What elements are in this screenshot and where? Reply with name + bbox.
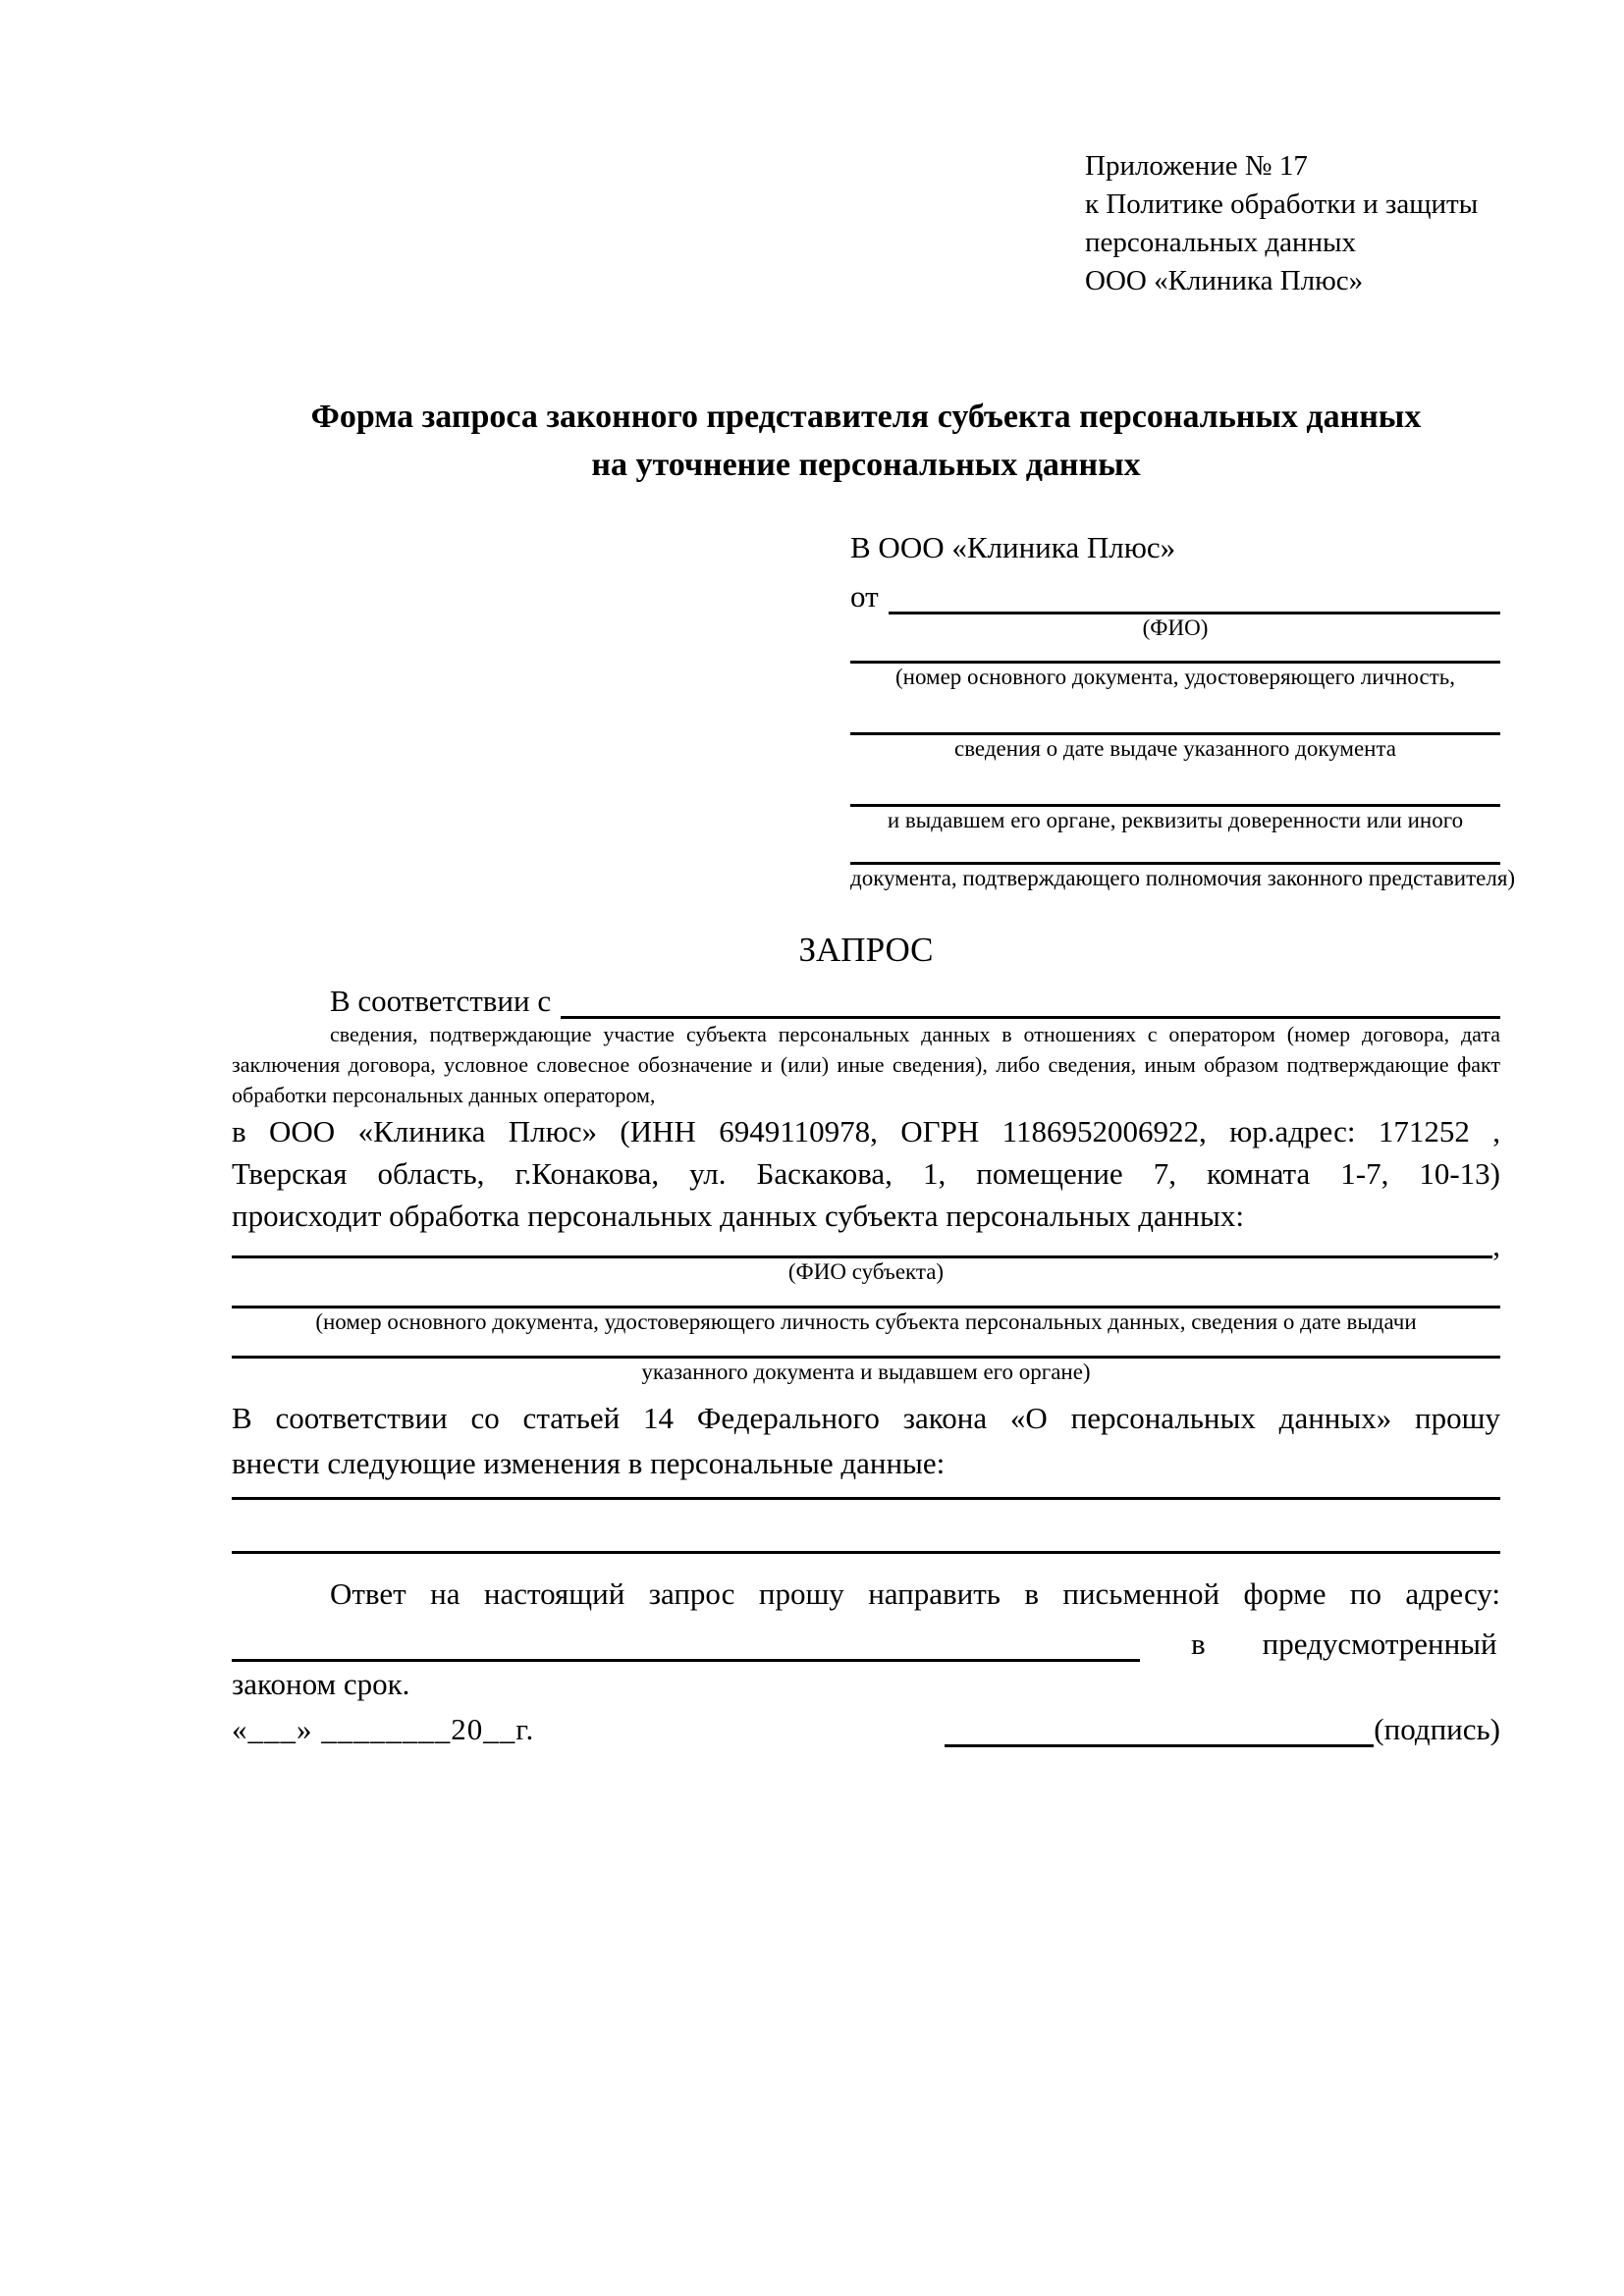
appendix-line: ООО «Клиника Плюс» xyxy=(1085,265,1364,296)
addressee-block xyxy=(850,526,1516,892)
request-body xyxy=(232,929,1500,1386)
addressee-to: В ООО «Клиника Плюс» xyxy=(850,530,1176,564)
answer-word: предусмотренный xyxy=(1262,1627,1497,1661)
blank-line xyxy=(232,1497,1500,1500)
signature-blank-line xyxy=(945,1744,1374,1747)
request-heading: ЗАПРОС xyxy=(798,931,934,969)
request-body-2 xyxy=(232,1396,1500,1707)
footnote xyxy=(232,1019,1500,1110)
from-row xyxy=(850,569,1500,614)
doc-caption: (номер основного документа, удостоверяющего личность, xyxy=(894,665,1455,689)
fio-caption: (ФИО) xyxy=(1142,615,1209,640)
appendix-line: Приложение № 17 xyxy=(1085,150,1308,182)
appendix-line: персональных данных xyxy=(1085,227,1357,258)
trailing-comma: , xyxy=(1492,1228,1500,1262)
operator-line: в ООО «Клиника Плюс» (ИНН 6949110978, ОГРН 1186952006922, юр.адрес: 171252 , xyxy=(232,1114,1500,1148)
subject-fio-row xyxy=(232,1228,1500,1262)
from-label: от xyxy=(850,579,879,614)
law-paragraph-line: В соответствии со статьей 14 Федерального закона «О персональных данных» прошу xyxy=(232,1401,1500,1435)
subject-fio-caption: (ФИО субъекта) xyxy=(787,1259,945,1284)
doc-caption: и выдавшем его органе, реквизиты доверенности или иного xyxy=(887,808,1464,832)
opening-label: В соответствии с xyxy=(330,984,552,1018)
signature-row xyxy=(232,1708,1500,1747)
signature-area xyxy=(945,1712,1500,1747)
date-blank: «___» ________20__г. xyxy=(232,1712,535,1746)
operator-line: Тверская область, г.Конакова, ул. Баскакова, 1, помещение 7, комната 1-7, 10-13) xyxy=(232,1156,1500,1191)
subject-doc-caption: (номер основного документа, удостоверяющего личность субъекта персональных данных, сведения о дате выдачи xyxy=(315,1309,1417,1334)
answer-paragraph-line: законом срок. xyxy=(232,1667,410,1701)
title-line: Форма запроса законного представителя субъекта персональных данных xyxy=(310,399,1422,435)
subject-doc-caption: указанного документа и выдавшем его органе) xyxy=(641,1360,1091,1384)
opening-row xyxy=(232,982,1500,1019)
blank-line xyxy=(232,1551,1500,1554)
answer-paragraph-line: Ответ на настоящий запрос прошу направить в письменной форме по адресу: xyxy=(330,1576,1500,1611)
title-line: на уточнение персональных данных xyxy=(591,447,1141,483)
answer-word: в xyxy=(1191,1627,1206,1661)
document-title xyxy=(232,393,1500,489)
law-paragraph-line: внести следующие изменения в персональные данные: xyxy=(232,1446,946,1480)
operator-line: происходит обработка персональных данных субъекта персональных данных: xyxy=(232,1199,1244,1233)
doc-caption: сведения о дате выдаче указанного документа xyxy=(953,736,1397,761)
signature-caption: (подпись) xyxy=(1374,1712,1500,1746)
footnote-line: сведения, подтверждающие участие субъекта персональных данных в отношениях с оператором (номер договора, дата xyxy=(330,1022,1500,1046)
appendix-line: к Политике обработки и защиты xyxy=(1085,188,1479,220)
appendix-header xyxy=(1085,147,1478,300)
footnote-line: обработки персональных данных оператором, xyxy=(232,1083,656,1107)
answer-address-row xyxy=(232,1617,1500,1662)
operator-paragraph xyxy=(232,1110,1500,1237)
footnote-line: заключения договора, условное словесное обозначение и (или) иные сведения), либо сведения, иным образом подтверждающие факт xyxy=(232,1052,1500,1077)
doc-caption: документа, подтверждающего полномочия законного представителя) xyxy=(850,866,1516,890)
